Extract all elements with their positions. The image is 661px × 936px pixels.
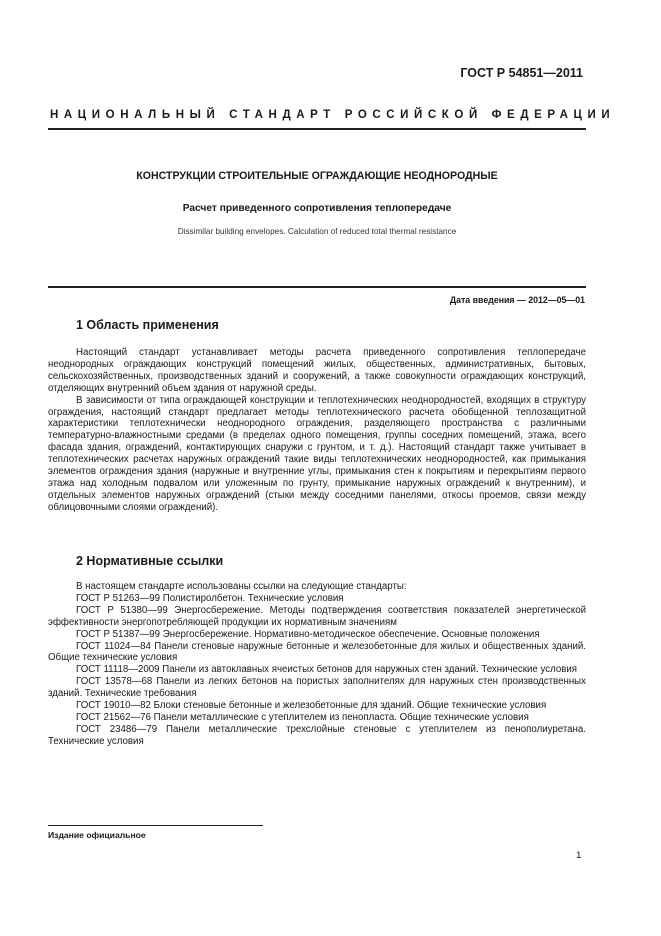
introduction-date: Дата введения — 2012—05—01 [449, 295, 585, 305]
title-divider [48, 286, 586, 288]
reference-item: ГОСТ Р 51387—99 Энергосбережение. Нормативно-методическое обеспечение. Основные положения [76, 628, 540, 640]
paragraph: В зависимости от типа ограждающей конструкции и теплотехнических неоднородностей, входящих в структуру ограждения, настоящий стандарт предлагает методы теплотехнического расчета обобщенной теплозащитной характеристики теплотехнически неоднородного ограждения, разделяющего пространства с различными температурно-влажностными средами (в пределах одного помещения, группы соседних помещений, этажа, всего фасада здания, ограждений, контактирующих снаружи с грунтом, и т. д.). Настоящий стандарт также учитывает в теплотехнических расчетах наружных ограждений такие виды теплотехнических неоднородностей, как примыкания элементов ограждения здания (наружные и внутренние углы, примыкания стен к покрытиям и перекрытиям первого этажа над холодным подвалом или уложенным по грунту, примыкание наружных ограждений к внутренним), и отдельных элементов наружных ограждений (стыки между соседними панелями, откосы проемов, связи между облицовочными слоями ограждений). [48, 394, 586, 513]
header-divider [48, 128, 586, 130]
reference-item: ГОСТ 11118—2009 Панели из автоклавных ячеистых бетонов для наружных стен зданий. Технические условия [76, 664, 578, 676]
reference-item: ГОСТ 21562—76 Панели металлические с утеплителем из пенопласта. Общие технические условия [76, 711, 529, 723]
section-2-body [48, 581, 586, 748]
section-1-heading: 1 Область применения [76, 318, 219, 332]
page-number: 1 [576, 850, 582, 861]
gost-number: ГОСТ Р 54851—2011 [460, 66, 583, 80]
footer-divider [48, 825, 263, 826]
section-1-body [48, 347, 586, 514]
edition-label: Издание официальное [48, 830, 146, 840]
reference-item: ГОСТ 19010—82 Блоки стеновые бетонные и железобетонные для зданий. Общие технические условия [76, 700, 547, 712]
section-2-heading: 2 Нормативные ссылки [76, 554, 224, 568]
reference-item: ГОСТ 13578—68 Панели из легких бетонов на пористых заполнителях для наружных стен производственных зданий. Технические требования [48, 676, 586, 700]
reference-item: ГОСТ Р 51263—99 Полистиролбетон. Технические условия [76, 592, 344, 604]
document-subtitle: Расчет приведенного сопротивления теплопередаче [182, 203, 452, 214]
reference-item: ГОСТ Р 51380—99 Энергосбережение. Методы подтверждения соответствия показателей энергетической эффективности энергопотребляющей продукции их нормативным значениям [48, 604, 586, 628]
paragraph: Настоящий стандарт устанавливает методы расчета приведенного сопротивления теплопередаче неоднородных ограждающих конструкций помещений жилых, общественных, административных, бытовых, сельскохозяйственных, производственных зданий и сооружений, а также совокупности ограждающих конструкций, отделяющих внутренний объем здания от наружной среды. [48, 347, 586, 394]
document-title: КОНСТРУКЦИИ СТРОИТЕЛЬНЫЕ ОГРАЖДАЮЩИЕ НЕОДНОРОДНЫЕ [136, 170, 498, 182]
references-intro: В настоящем стандарте использованы ссылки на следующие стандарты: [76, 581, 407, 592]
reference-item: ГОСТ 23486—79 Панели металлические трехслойные стеновые с утеплителем из пенополиуретана. Технические условия [48, 723, 586, 747]
national-standard-banner: НАЦИОНАЛЬНЫЙ СТАНДАРТ РОССИЙСКОЙ ФЕДЕРАЦИИ [50, 109, 616, 121]
reference-item: ГОСТ 11024—84 Панели стеновые наружные бетонные и железобетонные для жилых и общественных зданий. Общие технические условия [48, 640, 586, 664]
english-title: Dissimilar building envelopes. Calculation of reduced total thermal resistance [177, 227, 457, 236]
